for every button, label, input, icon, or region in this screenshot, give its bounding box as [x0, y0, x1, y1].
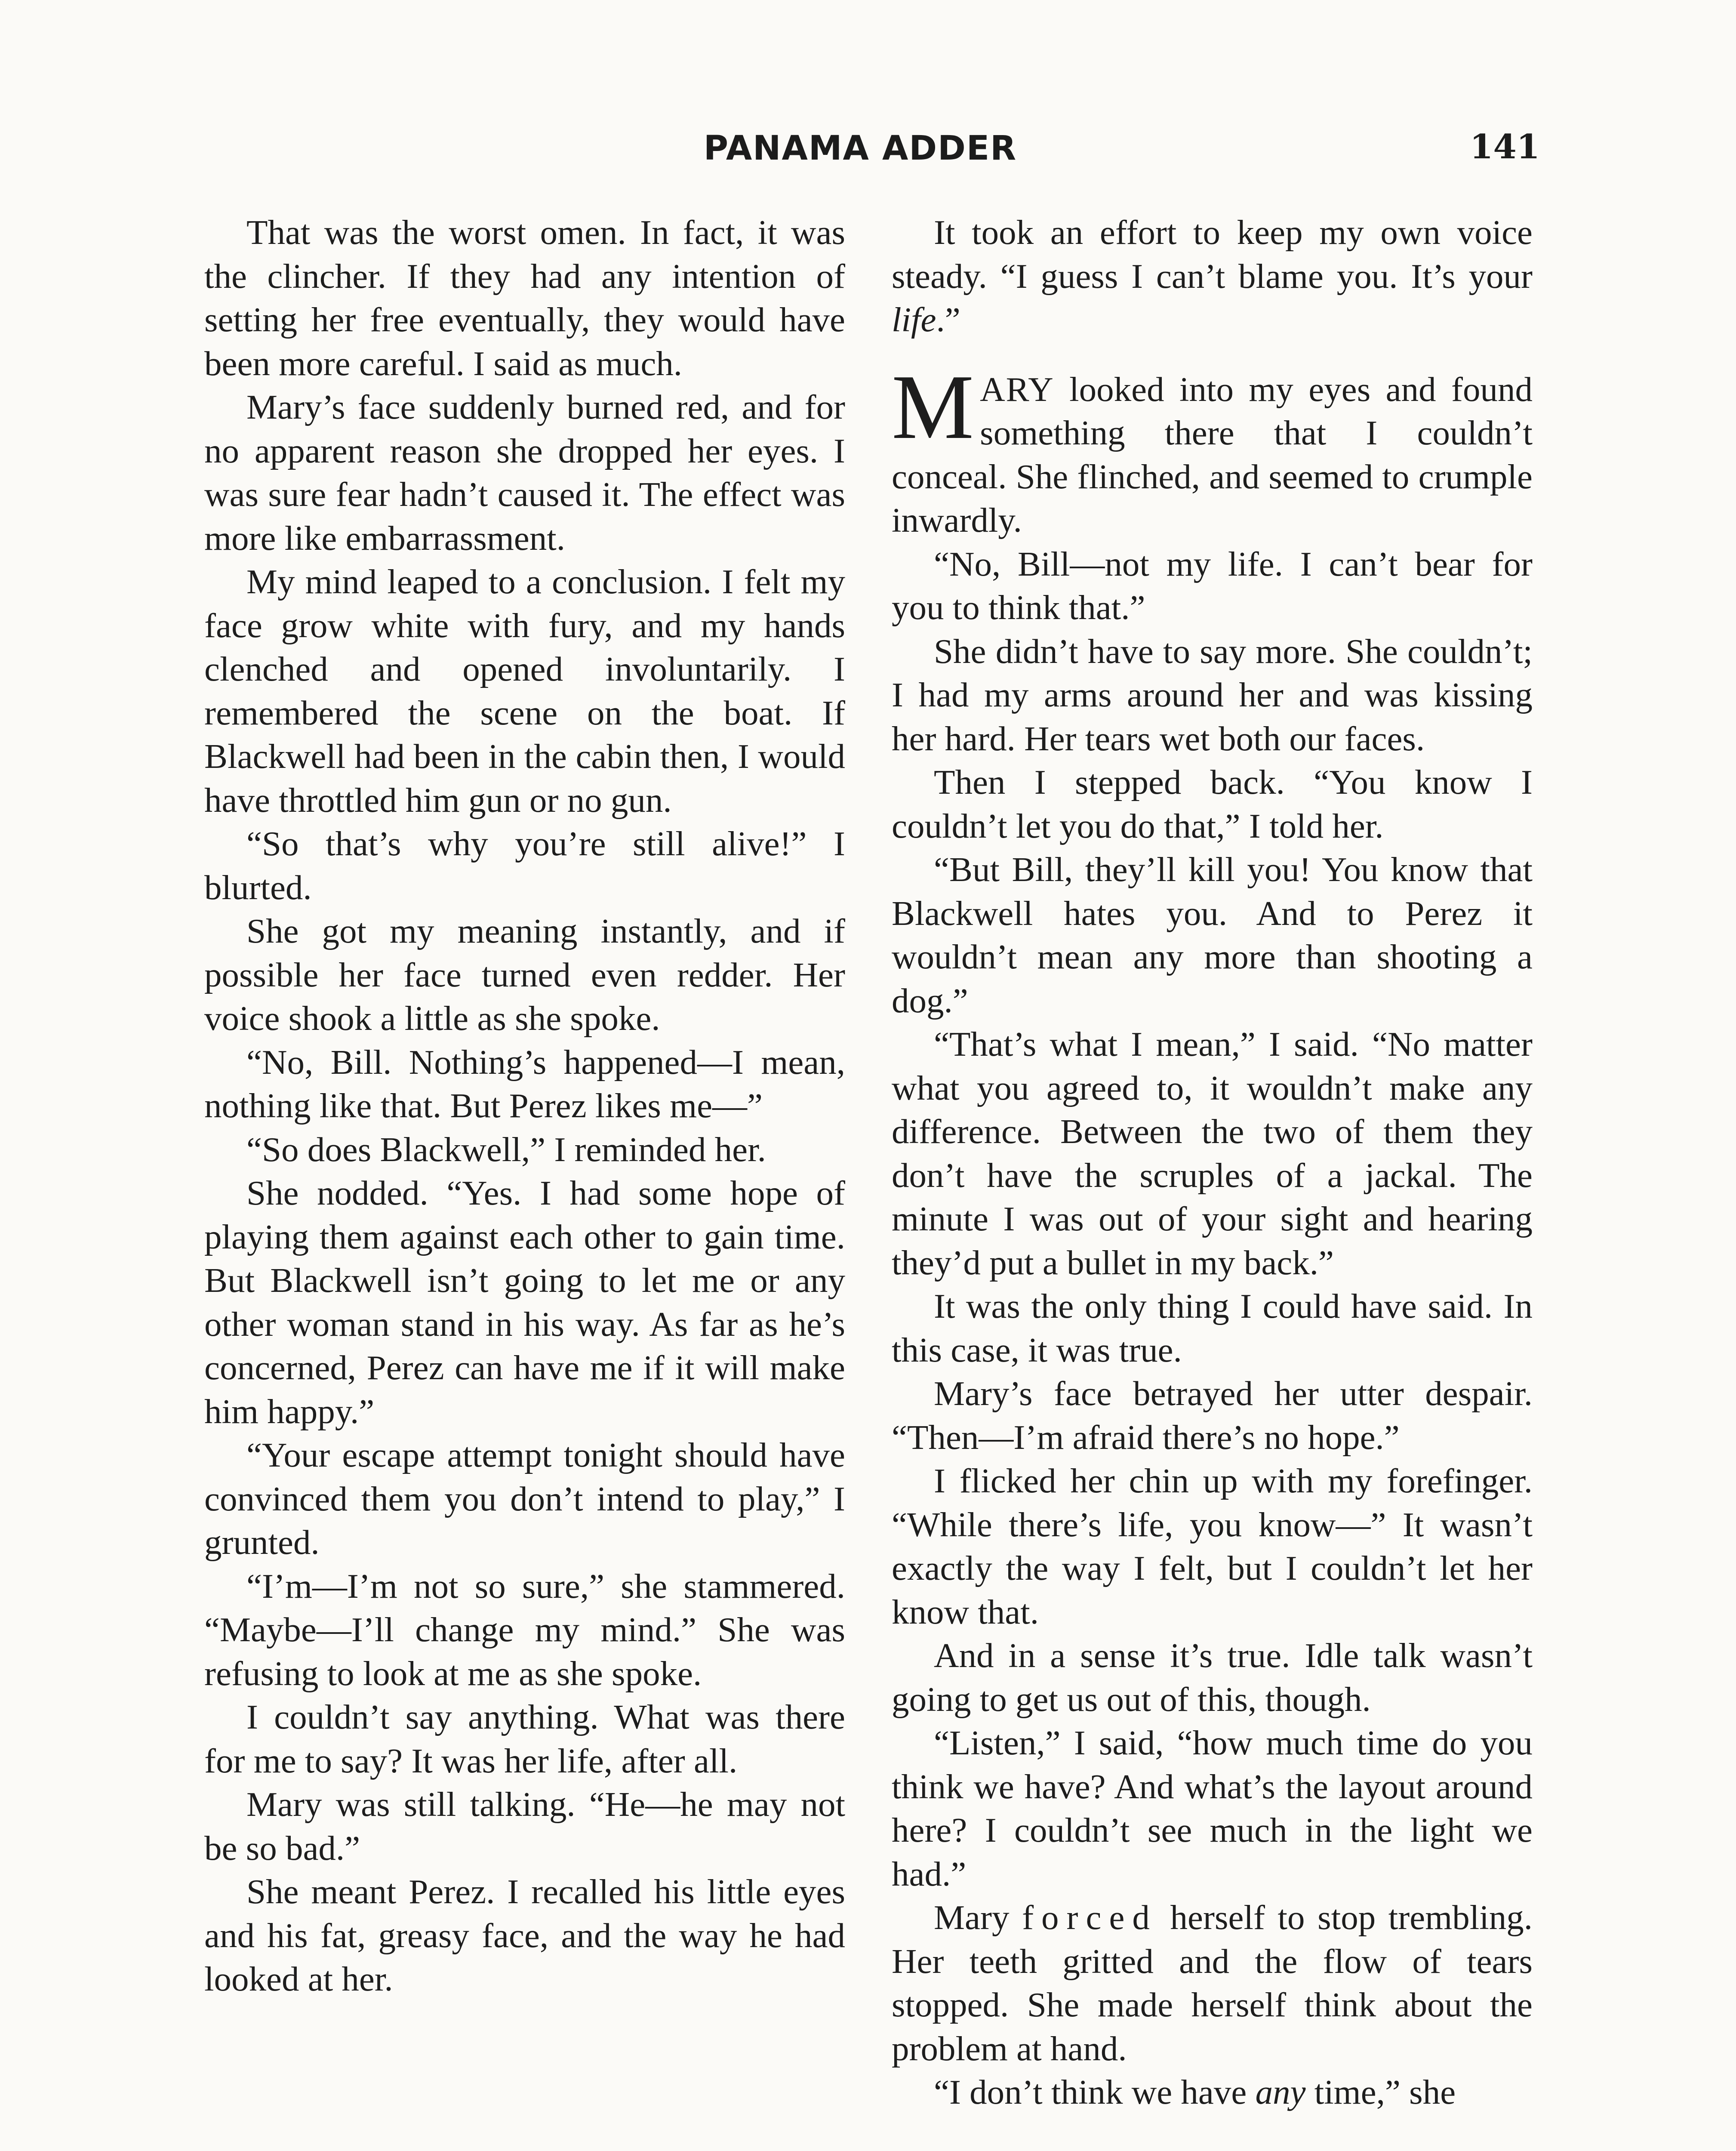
text-run: It took an effort to keep my own voice steady. “I guess I can’t blame you. It’s your: [892, 213, 1533, 296]
paragraph: “That’s what I mean,” I said. “No matter what you agreed to, it wouldn’t make any difference. Between the two of them they don’t have the scruples of a jackal. The minute I was out of your sight and hearing they’d put a bullet in my back.”: [892, 1025, 1533, 1282]
paragraph: She didn’t have to say more. She couldn’t; I had my arms around her and was kissing her hard. Her tears wet both our faces.: [892, 632, 1533, 758]
italic-text: any: [1255, 2073, 1306, 2111]
paragraph: “Listen,” I said, “how much time do you think we have? And what’s the layout around here? I couldn’t see much in the light we had.”: [892, 1723, 1533, 1893]
paragraph: “So that’s why you’re still alive!” I blurted.: [204, 824, 845, 907]
paragraph: I flicked her chin up with my forefinger. “While there’s life, you know—” It wasn’t exactly the way I felt, but I couldn’t let her know that.: [892, 1461, 1533, 1631]
paragraph: Then I stepped back. “You know I couldn’t let you do that,” I told her.: [892, 763, 1533, 845]
paragraph: [892, 1896, 1533, 2071]
page-number: 141: [1470, 127, 1540, 166]
text-run: Mary: [934, 1898, 1022, 1937]
paragraph: “Your escape attempt tonight should have convinced them you don’t intend to play,” I grunted.: [204, 1436, 845, 1562]
text-run: time,” she: [1305, 2073, 1456, 2111]
paragraph: Mary was still talking. “He—he may not be so bad.”: [204, 1785, 845, 1867]
drop-cap: M: [892, 355, 974, 458]
text-run: herself to stop trembling. Her teeth gritted and the flow of tears stopped. She made herself think about the problem at hand.: [892, 1898, 1533, 2068]
paragraph: I couldn’t say anything. What was there for me to say? It was her life, after all.: [204, 1698, 845, 1780]
paragraph: “No, Bill—not my life. I can’t bear for you to think that.”: [892, 544, 1533, 627]
paragraph: Mary’s face betrayed her utter despair. “Then—I’m afraid there’s no hope.”: [892, 1374, 1533, 1457]
text-run: looked into my eyes and found something there that I couldn’t conceal. She flinched, and seemed to crumple inwardly.: [892, 370, 1533, 539]
paragraph: “I’m—I’m not so sure,” she stammered. “Maybe—I’ll change my mind.” She was refusing to look at me as she spoke.: [204, 1566, 845, 1693]
paragraph: “So does Blackwell,” I reminded her.: [246, 1130, 766, 1169]
paragraph: She got my meaning instantly, and if possible her face turned even redder. Her voice shook a little as she spoke.: [204, 912, 845, 1038]
small-caps-text: ARY: [980, 370, 1054, 409]
paragraph: “No, Bill. Nothing’s happened—I mean, nothing like that. But Perez likes me—”: [204, 1042, 845, 1125]
paragraph: It was the only thing I could have said. In this case, it was true.: [892, 1287, 1533, 1369]
letterspaced-text: forced: [1022, 1898, 1157, 1937]
paragraph: That was the worst omen. In fact, it was the clincher. If they had any intention of setting her free eventually, they would have been more careful. I said as much.: [204, 213, 845, 383]
paragraph: She nodded. “Yes. I had some hope of playing them against each other to gain time. But Blackwell isn’t going to let me or any other woman stand in his way. As far as he’s concerned, Perez can have me if it will make him happy.”: [204, 1174, 845, 1431]
paragraph: She meant Perez. I recalled his little eyes and his fat, greasy face, and the way he had looked at her.: [204, 1872, 845, 1998]
text-run: .”: [936, 300, 960, 339]
left-text-column: [204, 211, 845, 2001]
paragraph: My mind leaped to a conclusion. I felt my face grow white with fury, and my hands clenched and opened involuntarily. I remembered the scene on the boat. If Blackwell had been in the cabin then, I would have throttled him gun or no gun.: [204, 562, 845, 820]
italic-text: life: [892, 300, 936, 339]
paragraph: [892, 211, 1533, 342]
text-run: “I don’t think we have: [934, 2073, 1256, 2111]
paragraph: And in a sense it’s true. Idle talk wasn’t going to get us out of this, though.: [892, 1636, 1533, 1719]
paragraph: [892, 2071, 1533, 2114]
paragraph: Mary’s face suddenly burned red, and for no apparent reason she dropped her eyes. I was sure fear hadn’t caused it. The effect was more like embarrassment.: [204, 388, 845, 558]
section-opening-paragraph: [892, 355, 1533, 542]
right-text-column: [892, 211, 1533, 2114]
paragraph: “But Bill, they’ll kill you! You know that Blackwell hates you. And to Perez it wouldn’t mean any more than shooting a dog.”: [892, 850, 1533, 1020]
running-header-title: PANAMA ADDER: [703, 129, 1017, 168]
